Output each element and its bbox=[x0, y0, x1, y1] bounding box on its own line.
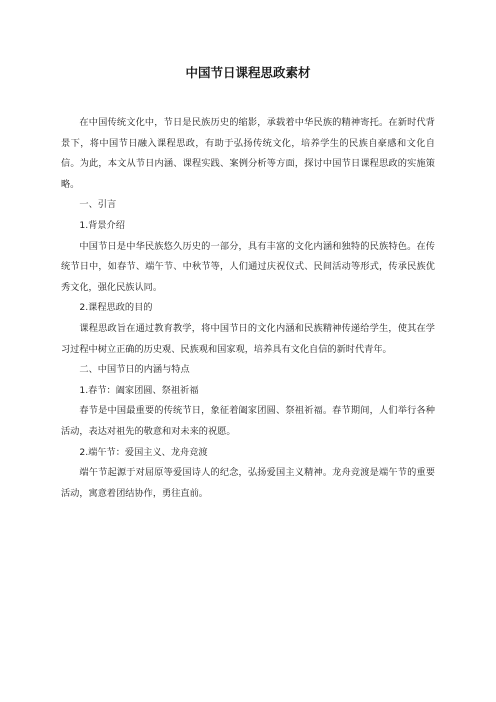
body-paragraph: 中国节日是中华民族悠久历史的一部分，具有丰富的文化内涵和独特的民族特色。在传统节日中，如春节、端午节、中秋节等，人们通过庆祝仪式、民间活动等形式，传承民族优秀文化，强化民族认同。 bbox=[61, 240, 435, 293]
section-heading: 2.课程思政的目的 bbox=[79, 302, 153, 314]
section-heading: 二、中国节日的内涵与特点 bbox=[79, 364, 190, 376]
body-paragraph: 春节是中国最重要的传统节日，象征着阖家团圆、祭祖祈福。春节期间，人们举行各种活动，表达对祖先的敬意和对未来的祝愿。 bbox=[61, 405, 435, 437]
document-body bbox=[61, 113, 435, 504]
section-heading: 一、引言 bbox=[79, 199, 117, 211]
body-paragraph: 课程思政旨在通过教育教学，将中国节日的文化内涵和民族精神传递给学生，使其在学习过程中树立正确的历史观、民族观和国家观，培养具有文化自信的新时代青年。 bbox=[61, 322, 435, 355]
section-heading: 2.端午节：爱国主义、龙舟竞渡 bbox=[79, 446, 208, 458]
section-heading: 1.背景介绍 bbox=[79, 219, 125, 231]
section-heading: 1.春节：阖家团圆、祭祖祈福 bbox=[79, 384, 199, 396]
body-paragraph: 端午节起源于对屈原等爱国诗人的纪念，弘扬爱国主义精神。龙舟竞渡是端午节的重要活动，寓意着团结协作，勇往直前。 bbox=[61, 467, 435, 499]
body-paragraph: 在中国传统文化中，节日是民族历史的缩影，承载着中华民族的精神寄托。在新时代背景下，将中国节日融入课程思政，有助于弘扬传统文化，培养学生的民族自豪感和文化自信。为此，本文从节日内涵、课程实践、案例分析等方面，探讨中国节日课程思政的实施策略。 bbox=[61, 117, 435, 190]
document-title: 中国节日课程思政素材 bbox=[185, 65, 311, 80]
